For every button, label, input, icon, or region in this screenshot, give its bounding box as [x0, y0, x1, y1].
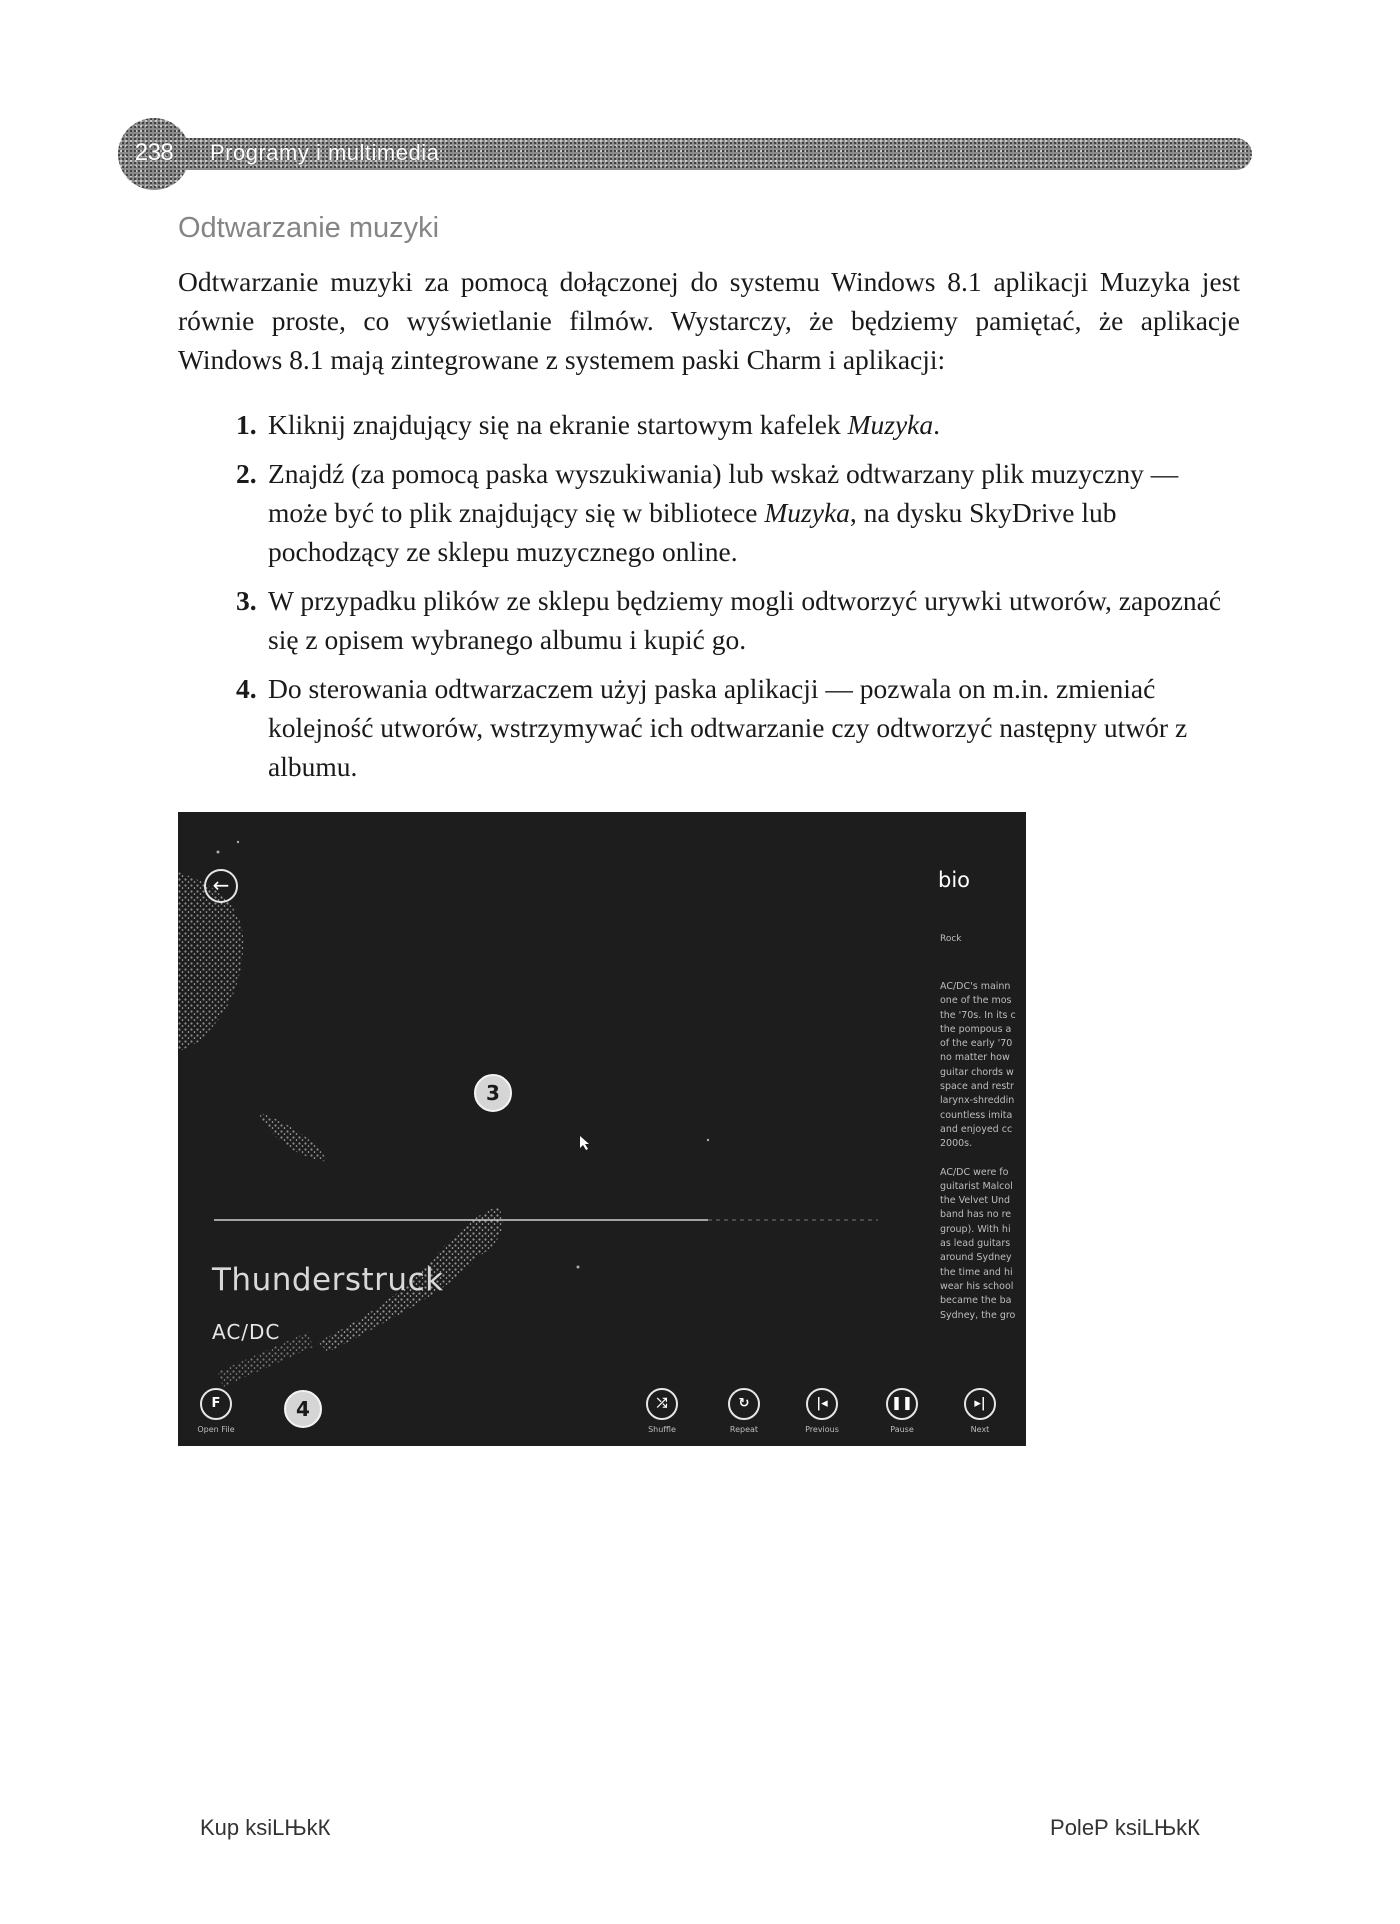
bio-line: guitar chords w — [940, 1066, 1014, 1078]
step-emphasis: Muzyka — [764, 497, 850, 528]
intro-paragraph: Odtwarzanie muzyki za pomocą dołączonej do systemu Windows 8.1 aplikacji Muzyka jest równie proste, co wyświetlanie filmów. Wystarczy, że będziemy pamiętać, że aplikacje Windows 8.1 mają zintegrowane z systemem paski Charm i aplikacji: — [178, 266, 1240, 375]
bio-line: 2000s. — [940, 1138, 973, 1150]
step-item — [236, 669, 1226, 786]
bio-line: became the ba — [940, 1295, 1012, 1307]
next-label: Next — [970, 1425, 990, 1434]
step-text-end: . — [933, 409, 940, 440]
bio-line: guitarist Malcol — [940, 1180, 1013, 1192]
shuffle-label: Shuffle — [648, 1425, 676, 1434]
bio-line: no matter how — [940, 1052, 1010, 1064]
step-text: Do sterowania odtwarzaczem użyj paska aplikacji — pozwala on m.in. zmieniać kolejność utworów, wstrzymywać ich odtwarzanie czy odtworzyć następny utwór z albumu. — [268, 673, 1188, 782]
open-file-label: Open File — [197, 1425, 235, 1434]
bio-line: space and restr — [940, 1081, 1014, 1093]
bio-line: and enjoyed cc — [940, 1123, 1013, 1135]
next-button[interactable] — [950, 1388, 1010, 1434]
bio-line: AC/DC were fo — [940, 1166, 1009, 1178]
bio-line: around Sydney — [940, 1252, 1012, 1264]
bio-line: of the early '70 — [940, 1038, 1013, 1050]
repeat-icon: ↻ — [728, 1388, 760, 1420]
bio-line: group). With hi — [940, 1223, 1011, 1235]
bio-paragraph-1 — [940, 980, 1026, 1152]
page-number: 238 — [134, 139, 174, 166]
buy-book-link[interactable]: Kup ksiLЊkК — [200, 1815, 331, 1840]
bio-line: the pompous a — [940, 1023, 1012, 1035]
bio-line: the time and hi — [940, 1266, 1013, 1278]
bio-line: the '70s. In its c — [940, 1009, 1016, 1021]
song-artist: AC/DC — [212, 1320, 281, 1344]
bio-line: as lead guitars — [940, 1238, 1011, 1250]
bio-line: one of the mos — [940, 995, 1012, 1007]
album-artwork — [178, 812, 1026, 1446]
previous-icon: |◂ — [806, 1388, 838, 1420]
section-heading: Odtwarzanie muzyki — [178, 212, 440, 244]
shuffle-icon: ⤮ — [646, 1388, 678, 1420]
step-number: 3. — [236, 585, 257, 616]
step-text: Kliknij znajdujący się na ekranie startowym kafelek — [268, 409, 848, 440]
step-number: 4. — [236, 673, 257, 704]
callout-4: 4 — [284, 1390, 322, 1428]
step-text: W przypadku plików ze sklepu będziemy mogli odtworzyć urywki utworów, zapoznać się z opisem wybranego albumu i kupić go. — [268, 585, 1222, 655]
bio-heading: bio — [938, 868, 971, 892]
open-file-button[interactable] — [186, 1388, 246, 1434]
bio-line: band has no re — [940, 1209, 1012, 1221]
step-number: 2. — [236, 458, 257, 489]
bio-line: the Velvet Und — [940, 1195, 1011, 1207]
bio-line: Sydney, the gro — [940, 1309, 1016, 1321]
recommend-book-link[interactable]: PoleР ksiLЊkК — [1050, 1815, 1200, 1840]
music-app-screenshot — [178, 812, 1026, 1446]
step-item — [236, 454, 1226, 571]
step-item — [236, 405, 1226, 444]
back-arrow-icon[interactable]: ← — [204, 869, 238, 903]
bio-genre: Rock — [940, 934, 962, 944]
previous-button[interactable] — [792, 1388, 852, 1434]
song-title: Thunderstruck — [212, 1262, 444, 1298]
bio-text — [940, 980, 1026, 1337]
callout-3: 3 — [474, 1074, 512, 1112]
shuffle-button[interactable] — [632, 1388, 692, 1434]
step-item — [236, 581, 1226, 659]
bio-line: wear his school — [940, 1280, 1014, 1292]
bio-line: AC/DC's mainn — [940, 981, 1011, 992]
repeat-button[interactable] — [714, 1388, 774, 1434]
pause-icon: ❚❚ — [886, 1388, 918, 1420]
bio-paragraph-2 — [940, 1166, 1026, 1323]
bio-line: countless imita — [940, 1109, 1013, 1121]
repeat-label: Repeat — [729, 1425, 759, 1434]
previous-label: Previous — [805, 1425, 839, 1434]
steps-list — [236, 405, 1226, 796]
next-icon: ▸| — [964, 1388, 996, 1420]
running-title: Programy i multimedia — [210, 140, 440, 165]
step-number: 1. — [236, 409, 257, 440]
open-file-icon: F — [200, 1388, 232, 1420]
pause-button[interactable] — [872, 1388, 932, 1434]
pause-label: Pause — [890, 1425, 914, 1434]
step-text-end: , na dysku SkyDrive lub pochodzący ze sklepu muzycznego online. — [268, 497, 1117, 567]
step-text: Znajdź (za pomocą paska wyszukiwania) lub wskaż odtwarzany plik muzyczny — może być to plik znajdujący się w bibliotece — [268, 458, 1179, 528]
bio-line: larynx-shreddin — [940, 1095, 1015, 1107]
step-emphasis: Muzyka — [847, 409, 934, 440]
